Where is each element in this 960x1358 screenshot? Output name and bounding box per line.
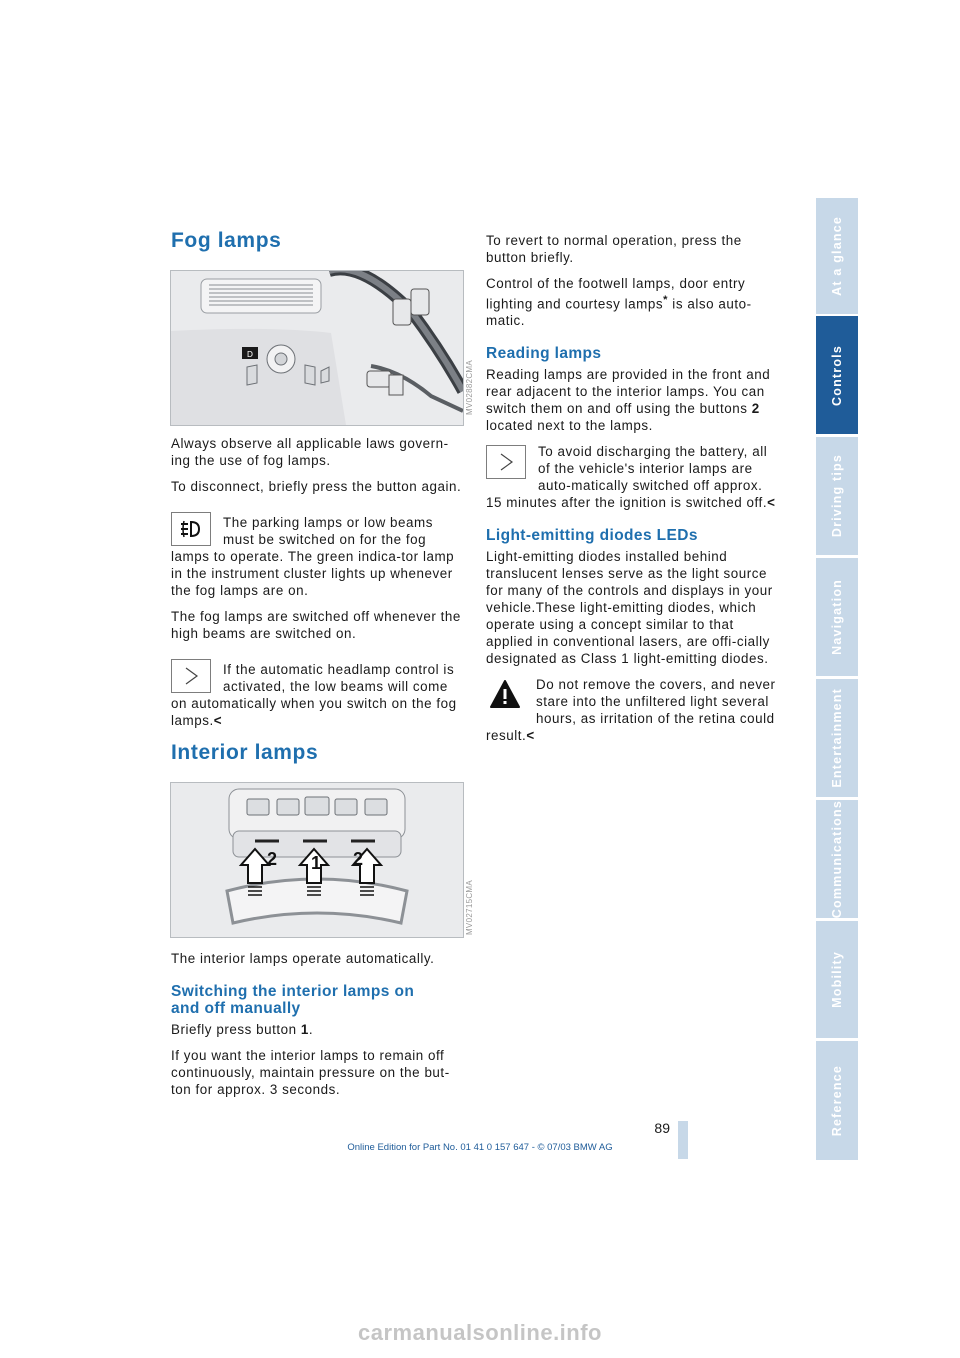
paragraph: Always observe all applicable laws govern-ing the use of fog lamps. — [171, 436, 449, 468]
text: located next to the lamps. — [486, 418, 653, 434]
tab-label: Mobility — [830, 951, 844, 1008]
svg-text:D: D — [246, 350, 254, 359]
tab-label: Communications — [830, 799, 844, 919]
interior-lamps-heading: Interior lamps — [171, 741, 319, 764]
tab-driving-tips[interactable] — [816, 437, 858, 555]
figure-label: 2 — [267, 849, 278, 869]
tab-navigation[interactable] — [816, 558, 858, 676]
tab-label: At a glance — [830, 216, 844, 296]
fog-lamp-icon — [171, 512, 211, 546]
interior-lamps-text — [171, 950, 465, 1107]
text: Control of the footwell lamps, door entry lighting and courtesy lamps — [486, 276, 746, 312]
note-text: If the automatic headlamp control is activated, the low beams will come on automatically when you switch on the fog lamps. — [171, 662, 457, 728]
tab-label: Navigation — [830, 579, 844, 655]
note-arrow-icon — [171, 659, 211, 693]
note-arrow-icon — [486, 445, 526, 479]
led-warning — [486, 676, 776, 744]
text: . — [308, 1022, 314, 1037]
switching-heading: Switching the interior lamps on and off manually — [171, 983, 415, 1017]
button-ref: 2 — [751, 401, 760, 417]
page-marker-bar — [678, 1121, 688, 1159]
tab-entertainment[interactable] — [816, 679, 858, 797]
paragraph: To revert to normal operation, press the button briefly. — [486, 233, 742, 265]
option-star: * — [663, 294, 669, 306]
paragraph: The fog lamps are switched off whenever the high beams are switched on. — [171, 609, 461, 641]
tab-at-a-glance[interactable] — [816, 198, 858, 314]
figure-label: 2 — [353, 849, 364, 869]
footer-text: Online Edition for Part No. 01 41 0 157 647 - © 07/03 BMW AG — [347, 1142, 613, 1153]
note-text: The parking lamps or low beams must be switched on for the fog lamps to operate. The green indica-tor lamp in the instrument cluster lights up whenever the fog lamps are on. — [171, 515, 455, 598]
led-heading: Light-emitting diodes LEDs — [486, 527, 698, 545]
interior-lamps-figure — [170, 782, 464, 938]
text: is also auto-matic. — [486, 296, 752, 329]
reading-lamps-heading: Reading lamps — [486, 345, 602, 363]
tab-label: Driving tips — [830, 454, 844, 538]
fog-lamps-figure — [170, 270, 464, 426]
fog-lamps-text — [171, 435, 465, 738]
figure-code: MV02715CMA — [465, 880, 474, 936]
text: Briefly press button — [171, 1022, 301, 1037]
fog-indicator-note — [171, 504, 465, 599]
fog-lamps-heading: Fog lamps — [171, 229, 282, 252]
figure-label: 1 — [311, 853, 322, 873]
page-number: 89 — [654, 1120, 670, 1136]
tab-label: Controls — [830, 344, 844, 406]
note-text: To avoid discharging the battery, all of the vehicle's interior lamps are auto-matically switched off approx. 15 minutes after the ignition is switched off. — [486, 444, 768, 511]
figure-code: MV02882CMA — [465, 360, 474, 416]
overhead-console-illustration — [171, 783, 463, 937]
tab-label: Reference — [830, 1064, 844, 1137]
watermark: carmanualsonline.info — [358, 1320, 602, 1345]
paragraph: Light-emitting diodes installed behind translucent lenses serve as the light source for many of the controls and displays in your vehicle.These light-emitting diodes, which operate using a concept similar to that applied in conventional lasers, are offi-cially designated as Class 1 light-emitting diodes. — [486, 549, 773, 667]
warning-text: Do not remove the covers, and never stare into the unfiltered light several hours, as irritation of the retina could result. — [486, 677, 776, 744]
dashboard-illustration — [171, 271, 463, 425]
paragraph: The interior lamps operate automatically. — [171, 951, 435, 966]
tab-communications[interactable] — [816, 800, 858, 918]
button-ref: 1 — [300, 1022, 309, 1037]
right-column — [486, 232, 776, 753]
auto-headlamp-note — [171, 651, 465, 729]
end-mark: < — [526, 728, 535, 744]
end-mark: < — [213, 713, 223, 728]
battery-note — [486, 443, 776, 511]
tab-label: Entertainment — [830, 688, 844, 788]
end-mark: < — [767, 495, 776, 511]
tab-controls[interactable] — [816, 316, 858, 434]
paragraph: To disconnect, briefly press the button again. — [171, 479, 462, 494]
text: Reading lamps are provided in the front and rear adjacent to the interior lamps. You can switch them on and off using the buttons — [486, 367, 771, 417]
paragraph: If you want the interior lamps to remain off continuously, maintain pressure on the but-ton for approx. 3 seconds. — [171, 1048, 450, 1097]
tab-mobility[interactable] — [816, 921, 858, 1038]
warning-icon — [486, 678, 524, 710]
